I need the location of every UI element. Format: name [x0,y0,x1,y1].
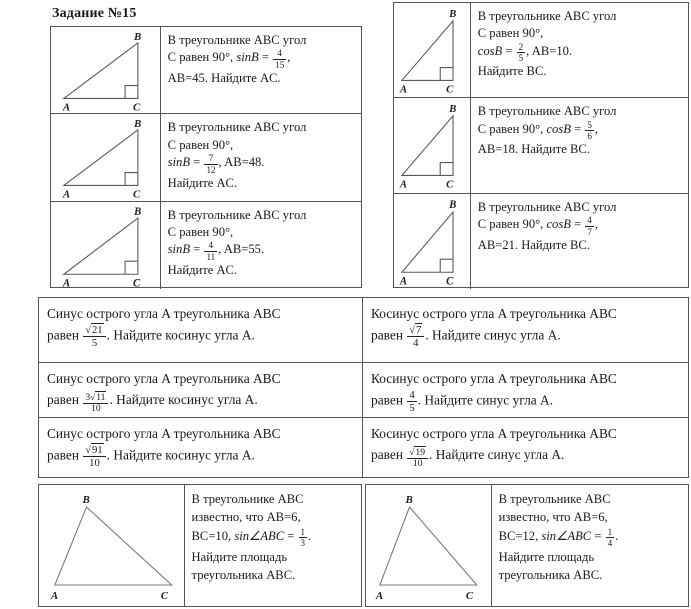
vertex-label-b: B [133,118,142,131]
problem-line-1: Синус острого угла A треугольника ABC [47,371,281,386]
vertex-label-c: C [465,589,474,603]
fraction: $\frac{4}{5}$ [409,388,415,415]
problem-line-1: В треугольнике ABC угол [167,207,307,222]
sqrt-expression: 3√11 [85,391,106,403]
scalene-triangle-figure [39,485,184,606]
problem-line-1: Косинус острого угла A треугольника ABC [371,306,617,321]
middle-row-2 [38,362,689,417]
figure-cell [51,27,161,113]
problem-line-4: Найдите AC. [167,263,238,278]
right-triangle-figure [51,202,160,289]
vertex-label-b: B [449,198,457,211]
middle-row-3 [38,417,689,478]
bottom-left-table [38,484,362,607]
fraction: $\frac{4}{7}$ [587,214,592,237]
sqrt-expression: √7 [409,323,422,336]
trig-function: cosB [546,216,571,231]
vertex-label-b: B [405,493,413,507]
problem-line-1: Косинус острого угла A треугольника ABC [371,371,617,386]
right-triangle-figure [51,27,160,113]
problem-text [161,114,361,200]
trig-function: sin∠ABC [541,528,592,543]
fraction: $\frac{√21}{5}$ [83,325,105,350]
figure-cell [394,98,471,192]
fraction: $\frac{3√11}{10}$ [83,393,108,415]
problem-line-3: cosB = $\frac{2}{5}$ , AB=10. [477,41,573,64]
problem-text [363,418,688,477]
problem-line-1: В треугольнике ABC угол [477,9,617,23]
fraction: $\frac{√19}{10}$ [407,448,428,470]
problem-line-1: Косинус острого угла A треугольника ABC [371,426,617,441]
problem-line-4: Найдите площадь [191,550,288,565]
problem-line-2: равен $\frac{√91}{10}$ . Найдите косинус угла A. [47,443,255,470]
problem-line-3: sinB = $\frac{7}{12}$ , AB=48. [167,153,265,175]
problem-text [363,363,688,417]
fraction: $\frac{√91}{10}$ [83,445,105,470]
problem-line-2: равен $\frac{3√11}{10}$ . Найдите косинус угла A. [47,391,258,414]
right-triangle-figure [394,3,470,97]
problem-line-3: sinB = $\frac{4}{11}$ , AB=55. [167,240,265,262]
table-row [51,27,361,114]
figure-cell [39,485,185,606]
problem-line-1: В треугольнике ABC [498,492,611,506]
fraction: $\frac{7}{12}$ [206,153,216,175]
problem-line-2: С равен 90°, cosB = $\frac{4}{7}$ , [477,214,599,237]
right-triangle-figure [394,194,470,289]
vertex-label-b: B [449,103,457,116]
problem-line-4: Найдите площадь [498,550,595,565]
problem-line-3: AB=18. Найдите BC. [477,142,590,157]
problem-line-1: В треугольнике ABC угол [477,199,617,214]
problem-line-2: известно, что AB=6, [498,510,608,525]
problem-text [161,27,361,113]
table-row [394,3,688,98]
fraction: $\frac{1}{3}$ [300,526,306,549]
vertex-label-c: C [446,178,454,191]
table-row [394,98,688,193]
vertex-label-c: C [132,101,141,114]
vertex-label-c: C [446,274,454,287]
figure-cell [51,114,161,200]
page-title: Задание №15 [52,6,137,21]
figure-cell [366,485,492,606]
problem-line-3: AB=45. Найдите AC. [167,71,281,86]
problem-line-2: С равен 90°, sinB = $\frac{4}{15}$ , [167,48,291,70]
vertex-label-a: A [62,276,71,289]
sqrt-expression: √91 [85,443,103,456]
problem-text [471,98,688,192]
problem-text [471,194,688,289]
problem-line-1: В треугольнике ABC угол [477,104,617,119]
problem-text [39,418,363,477]
trig-function: cosB [546,121,571,136]
table-row [51,114,361,201]
problem-line-2: С равен 90°, [167,224,234,239]
vertex-label-a: A [50,589,59,603]
sqrt-expression: √21 [85,323,103,336]
fraction: $\frac{4}{11}$ [206,240,216,262]
top-right-table [393,2,689,288]
problem-line-2: С равен 90°, [167,137,234,152]
problem-line-1: В треугольнике ABC [191,492,304,506]
table-row [39,485,361,606]
problem-line-3: BC=10, sin∠ABC = $\frac{1}{3}$ . [191,526,312,549]
problem-text [39,298,363,362]
middle-row-1 [38,297,689,362]
problem-line-2: известно, что AB=6, [191,510,301,525]
top-left-table [50,26,362,288]
problem-line-2: С равен 90°, cosB = $\frac{5}{6}$ , [477,119,599,142]
figure-cell [394,3,471,97]
problem-line-3: AB=21. Найдите BC. [477,237,590,252]
problem-line-5: треугольника ABC. [191,568,296,583]
vertex-label-b: B [82,493,90,507]
vertex-label-a: A [399,83,408,96]
vertex-label-c: C [132,276,141,289]
vertex-label-a: A [399,274,408,287]
problem-line-4: Найдите BC. [477,64,547,79]
fraction: $\frac{5}{6}$ [587,119,592,142]
vertex-label-c: C [132,188,141,201]
problem-text [39,363,363,417]
fraction: $\frac{1}{4}$ [607,526,613,549]
problem-line-2: равен $\frac{4}{5}$ . Найдите синус угла A. [371,388,554,415]
scalene-triangle-figure [366,485,491,606]
vertex-label-a: A [399,178,408,191]
fraction: $\frac{4}{15}$ [275,48,285,70]
problem-text [363,298,688,362]
trig-function: sinB [236,50,259,65]
trig-function: cosB [477,43,503,58]
problem-text [492,485,688,606]
problem-text [185,485,361,606]
trig-function: sin∠ABC [234,528,285,543]
vertex-label-b: B [449,7,457,20]
vertex-label-a: A [62,101,71,114]
fraction: $\frac{√7}{4}$ [407,325,424,350]
vertex-label-a: A [375,589,384,603]
vertex-label-b: B [133,30,142,43]
problem-line-1: В треугольнике ABC угол [167,33,307,47]
problem-line-4: Найдите AC. [167,175,238,190]
trig-function: sinB [167,242,191,257]
problem-line-5: треугольника ABC. [498,568,603,583]
problem-text [471,3,688,97]
problem-line-2: равен $\frac{√19}{10}$ . Найдите синус угла A. [371,446,565,469]
table-row [394,194,688,289]
figure-cell [394,194,471,289]
vertex-label-a: A [62,188,71,201]
vertex-label-c: C [160,589,169,603]
sqrt-expression: √19 [409,446,426,458]
vertex-label-c: C [446,83,454,96]
vertex-label-b: B [133,205,142,218]
problem-line-3: BC=12, sin∠ABC = $\frac{1}{4}$ . [498,526,619,549]
problem-line-2: С равен 90°, [477,26,544,41]
problem-line-2: равен $\frac{√21}{5}$ . Найдите косинус угла A. [47,323,255,350]
figure-cell [51,202,161,289]
fraction: $\frac{2}{5}$ [518,41,524,64]
problem-line-1: В треугольнике ABC угол [167,120,307,135]
problem-line-1: Синус острого угла A треугольника ABC [47,306,281,321]
right-triangle-figure [394,98,470,192]
problem-text [161,202,361,289]
bottom-right-table [365,484,689,607]
right-triangle-figure [51,114,160,200]
problem-line-2: равен $\frac{√7}{4}$ . Найдите синус угла A. [371,323,561,350]
trig-function: sinB [167,155,191,170]
table-row [51,202,361,289]
problem-line-1: Синус острого угла A треугольника ABC [47,426,281,441]
table-row [366,485,688,606]
